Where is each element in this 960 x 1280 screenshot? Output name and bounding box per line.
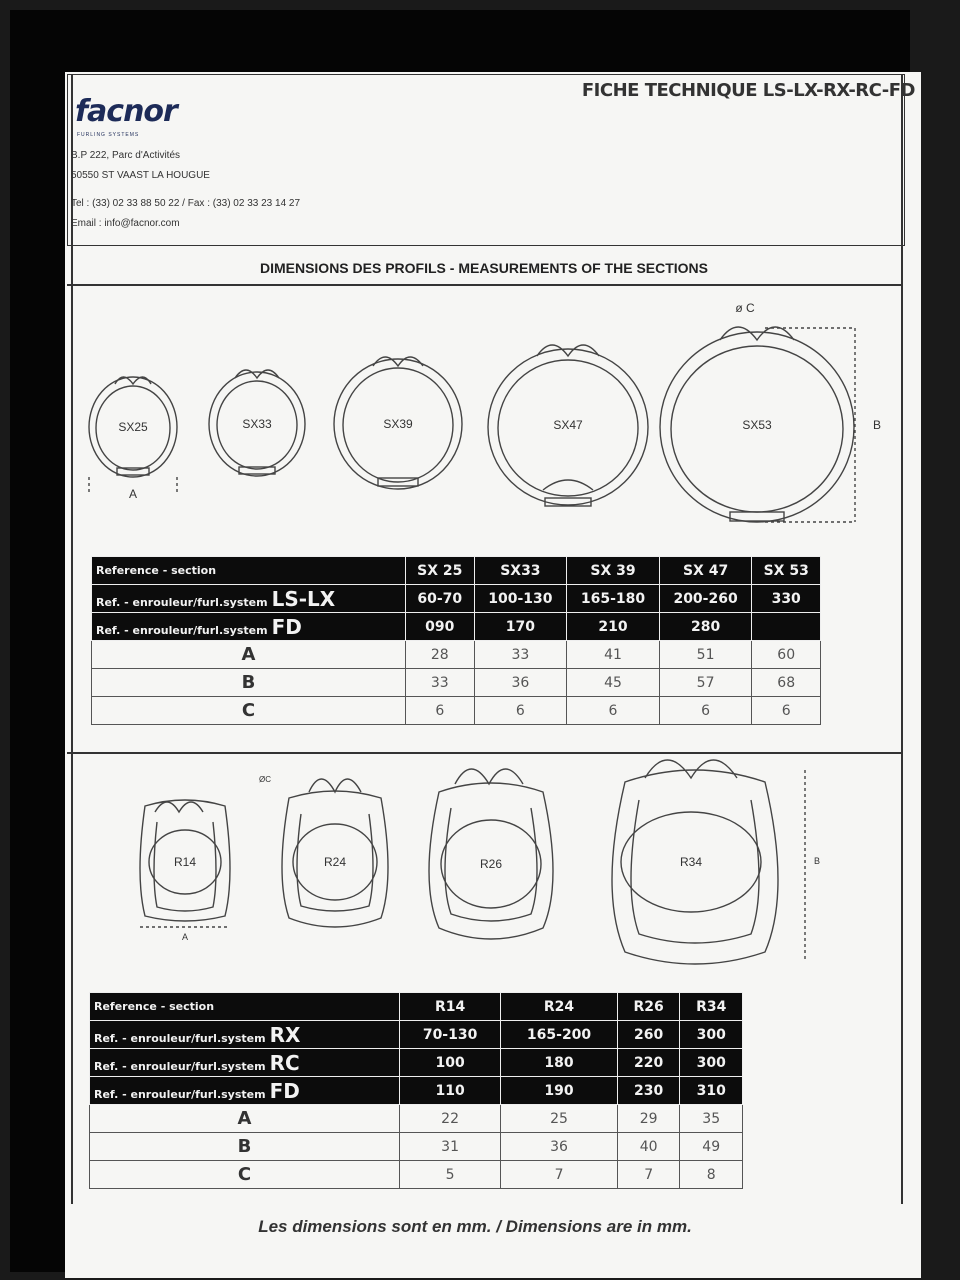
r-header-cell: R24 (501, 993, 618, 1021)
sheet-title: FICHE TECHNIQUE LS-LX-RX-RC-FD (581, 80, 915, 101)
address-line-1: B.P 222, Parc d'Activités (71, 150, 180, 161)
r-header-cell: R14 (400, 993, 501, 1021)
row-label: Ref. - enrouleur/furl.system RC (90, 1049, 400, 1077)
dim-b-label: B (872, 418, 882, 432)
row-label: Ref. - enrouleur/furl.system RX (90, 1021, 400, 1049)
sx-header-cell: SX33 (474, 557, 567, 585)
r-row-a: A 22 25 29 35 (90, 1105, 743, 1133)
dim-a-label: A (181, 932, 189, 942)
row-label: Ref. - enrouleur/furl.system LS-LX (92, 585, 406, 613)
sx25-label: SX25 (118, 420, 148, 434)
r-header-cell: R26 (617, 993, 680, 1021)
r34-label: R34 (679, 855, 703, 869)
dim-c-label: ø C (735, 301, 755, 315)
sx-row-lslx: Ref. - enrouleur/furl.system LS-LX 60-70 100-130 165-180 200-260 330 (92, 585, 821, 613)
r-row-rc: Ref. - enrouleur/furl.system RC 100 180 220 300 (90, 1049, 743, 1077)
r26-profile (429, 769, 553, 939)
sx-row-a: A 28 33 41 51 60 (92, 641, 821, 669)
dim-letter: B (90, 1133, 400, 1161)
r-row-b: B 31 36 40 49 (90, 1133, 743, 1161)
sx-row-fd: Ref. - enrouleur/furl.system FD 090 170 210 280 (92, 613, 821, 641)
dim-letter: C (90, 1161, 400, 1189)
r-row-fd: Ref. - enrouleur/furl.system FD 110 190 230 310 (90, 1077, 743, 1105)
r-header-label: Reference - section (90, 993, 400, 1021)
r-header-row (90, 993, 743, 1021)
section-title: DIMENSIONS DES PROFILS - MEASUREMENTS OF THE SECTIONS (259, 260, 709, 276)
sx53-label: SX53 (742, 418, 772, 432)
r-row-c: C 5 7 7 8 (90, 1161, 743, 1189)
r-row-rx: Ref. - enrouleur/furl.system RX 70-130 165-200 260 300 (90, 1021, 743, 1049)
sx-header-cell: SX 53 (752, 557, 821, 585)
email-line: Email : info@facnor.com (71, 218, 180, 229)
sx-header-row (92, 557, 821, 585)
technical-sheet (65, 72, 921, 1278)
r-header-cell: R34 (680, 993, 743, 1021)
sx-header-label: Reference - section (92, 557, 406, 585)
monitor-screen (10, 10, 915, 1272)
sx33-label: SX33 (242, 417, 272, 431)
dim-letter: B (92, 669, 406, 697)
dim-c-label: ØC (259, 775, 271, 784)
r24-profile (282, 779, 388, 927)
sx-header-cell: SX 25 (406, 557, 475, 585)
sx39-label: SX39 (383, 417, 413, 431)
dim-letter: A (90, 1105, 400, 1133)
sx-profiles-diagram (65, 72, 921, 542)
row-label: Ref. - enrouleur/furl.system FD (92, 613, 406, 641)
sx-header-cell: SX 39 (567, 557, 660, 585)
r26-label: R26 (479, 857, 503, 871)
footnote: Les dimensions sont en mm. / Dimensions are in mm. (258, 1217, 692, 1236)
sx47-label: SX47 (553, 418, 583, 432)
dim-a-label: A (128, 487, 138, 501)
sx-spec-table (91, 556, 821, 725)
r24-label: R24 (323, 855, 347, 869)
r-spec-table (89, 992, 743, 1189)
dim-b-label: B (813, 856, 821, 866)
r-profiles-diagram (65, 752, 921, 992)
row-label: Ref. - enrouleur/furl.system FD (90, 1077, 400, 1105)
dim-letter: C (92, 697, 406, 725)
sx-row-b: B 33 36 45 57 68 (92, 669, 821, 697)
r14-label: R14 (173, 855, 197, 869)
sx-header-cell: SX 47 (659, 557, 752, 585)
address-line-2: 50550 ST VAAST LA HOUGUE (71, 170, 210, 181)
facnor-logo: facnor (75, 94, 177, 129)
dim-letter: A (92, 641, 406, 669)
logo-subtitle: FURLING SYSTEMS (77, 132, 140, 138)
phone-fax-line: Tel : (33) 02 33 88 50 22 / Fax : (33) 02 33 23 14 27 (71, 198, 301, 209)
sx-row-c: C 6 6 6 6 6 (92, 697, 821, 725)
